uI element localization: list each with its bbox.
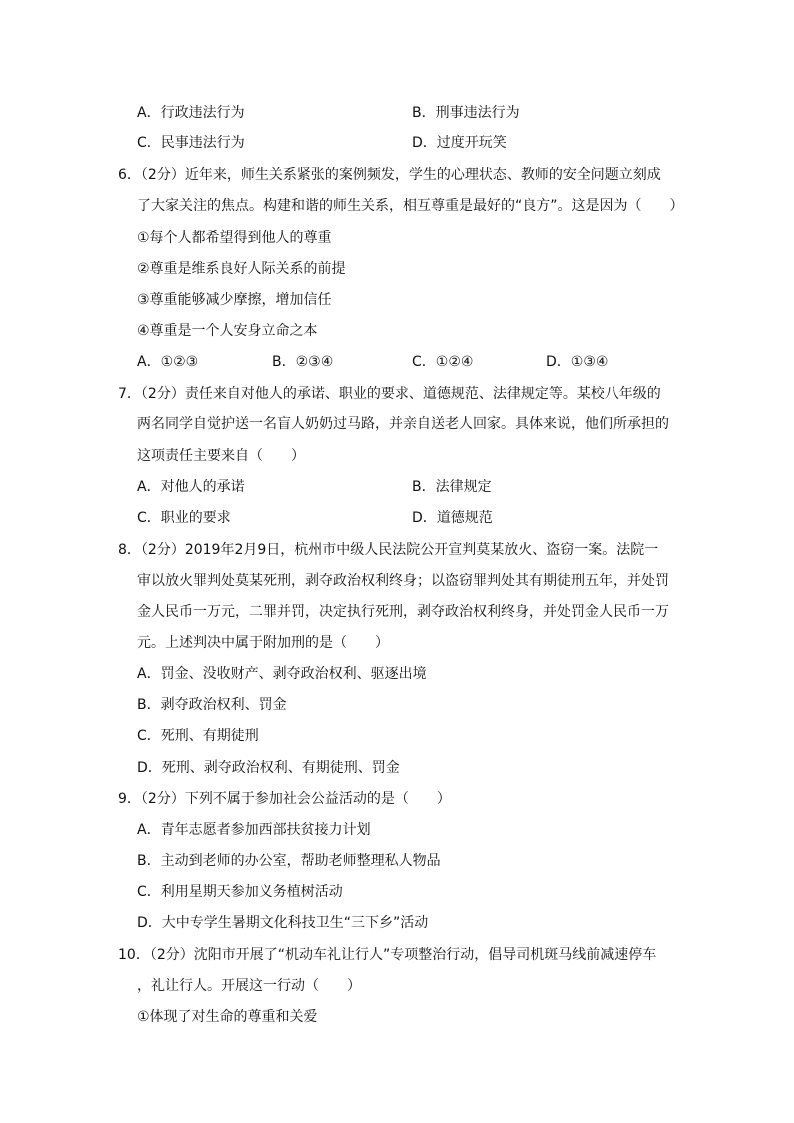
q5-option-a[interactable]: A．行政违法行为 [137,105,245,121]
q10-item-1: ①体现了对生命的尊重和关爱 [137,1009,318,1025]
q5-option-d[interactable]: D．过度开玩笑 [412,135,507,151]
q9-option-c[interactable]: C．利用星期天参加义务植树活动 [137,884,343,900]
q7-stem-line1: 7．（2分）责任来自对他人的承诺、职业的要求、道德规范、法律规定等。某校八年级的 [118,386,661,402]
q9-option-d[interactable]: D．大中专学生暑期文化科技卫生“三下乡”活动 [137,915,429,931]
q5-option-c[interactable]: C．民事违法行为 [137,135,245,151]
q5-option-b[interactable]: B．刑事违法行为 [412,105,520,121]
q9-option-a[interactable]: A．青年志愿者参加西部扶贫接力计划 [137,822,371,838]
q8-option-a[interactable]: A．罚金、没收财产、剥夺政治权利、驱逐出境 [137,666,427,682]
q7-option-d[interactable]: D．道德规范 [412,510,493,526]
q8-stem-line2: 审以放火罪判处莫某死刑，剥夺政治权利终身；以盗窃罪判处其有期徒刑五年，并处罚 [137,573,669,589]
q8-option-d[interactable]: D．死刑、剥夺政治权利、有期徒刑、罚金 [137,760,400,776]
q8-stem-line3: 金人民币一万元，二罪并罚，决定执行死刑，剥夺政治权利终身，并处罚金人民币一万 [137,604,669,620]
q8-option-b[interactable]: B．剥夺政治权利、罚金 [137,697,287,713]
q6-option-a[interactable]: A．①②③ [137,354,199,370]
q10-stem-line1: 10．（2分）沈阳市开展了“机动车礼让行人”专项整治行动，倡导司机斑马线前减速停车 [118,947,657,963]
q6-item-3: ③尊重能够减少摩擦，增加信任 [137,292,332,308]
q6-option-c[interactable]: C．①②④ [412,354,474,370]
q8-stem-line4: 元。上述判决中属于附加刑的是（ ） [137,635,389,651]
q6-item-2: ②尊重是维系良好人际关系的前提 [137,261,346,277]
q10-stem-line2: ，礼让行人。开展这一行动（ ） [137,978,361,994]
q7-option-b[interactable]: B．法律规定 [412,479,492,495]
q7-option-c[interactable]: C．职业的要求 [137,510,231,526]
q6-item-1: ①每个人都希望得到他人的尊重 [137,230,332,246]
q8-option-c[interactable]: C．死刑、有期徒刑 [137,728,259,744]
q7-option-a[interactable]: A．对他人的承诺 [137,479,245,495]
q6-option-b[interactable]: B．②③④ [272,354,334,370]
q6-item-4: ④尊重是一个人安身立命之本 [137,323,318,339]
q6-stem-line2: 了大家关注的焦点。构建和谐的师生关系，相互尊重是最好的“良方”。这是因为（ ） [137,198,684,214]
q7-stem-line2: 两名同学自觉护送一名盲人奶奶过马路，并亲自送老人回家。具体来说，他们所承担的 [137,416,669,432]
q7-stem-line3: 这项责任主要来自（ ） [137,448,305,464]
q9-option-b[interactable]: B．主动到老师的办公室，帮助老师整理私人物品 [137,853,441,869]
q9-stem-line1: 9．（2分）下列不属于参加社会公益活动的是（ ） [118,791,451,807]
q6-stem-line1: 6．（2分）近年来，师生关系紧张的案例频发，学生的心理状态、教师的安全问题立刻成 [118,167,661,183]
q8-stem-line1: 8．（2分）2019年2月9日，杭州市中级人民法院公开宣判莫某放火、盗窃一案。法院一 [118,542,659,558]
q6-option-d[interactable]: D．①③④ [546,354,609,370]
